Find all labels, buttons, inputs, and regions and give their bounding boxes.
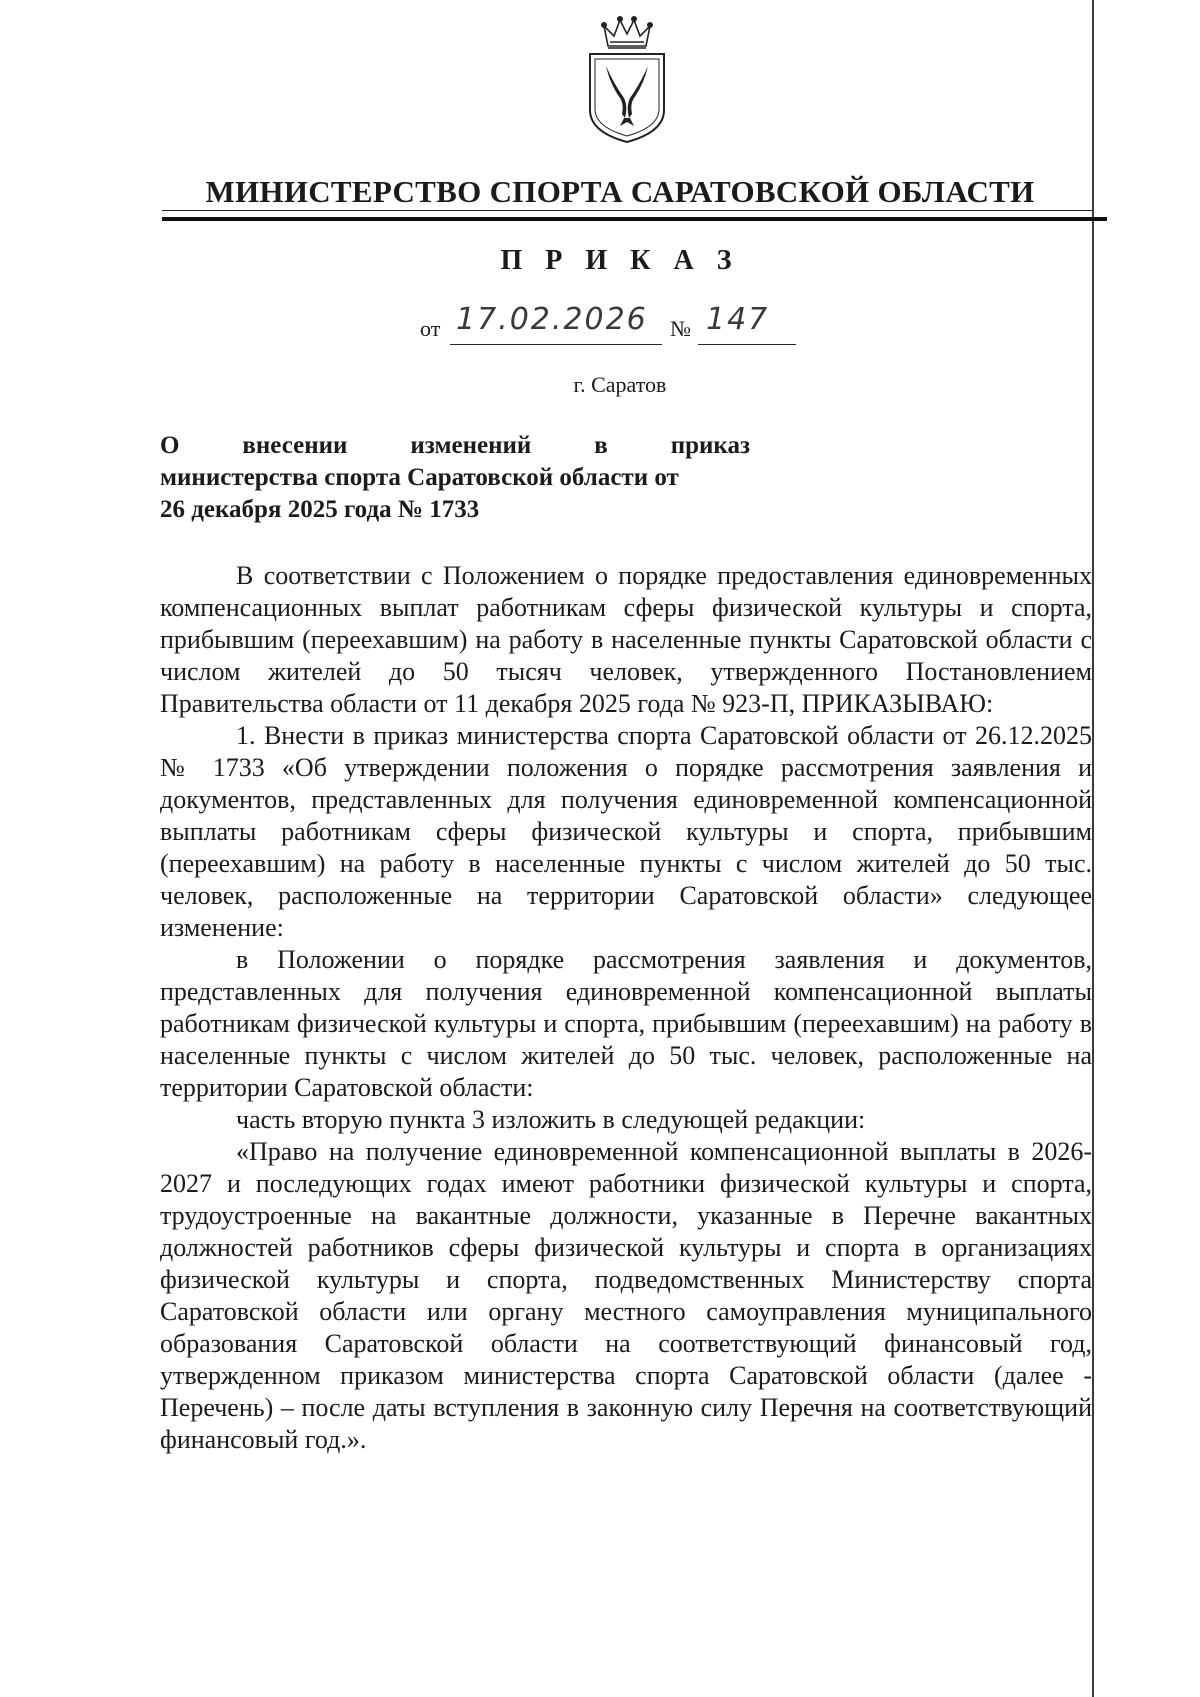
number-underline [698, 344, 796, 345]
order-body [160, 560, 1092, 1456]
paragraph-quoted-text: «Право на получение единовременной компенсационной выплаты в 2026- 2027 и последующих годах имеют работники физической культуры и спорта, трудоустроенные на вакантные должности, указанные в Перечне вакантных должностей работников сферы физической культуры и спорта в организациях физической культуры и спорта, подведомственных Министерству спорта Саратовской области или органу местного самоуправления муниципального образования Саратовской области на соответствующий финансовый год, утвержденном приказом министерства спорта Саратовской области (далее - Перечень) – после даты вступления в законную силу Перечня на соответствующий финансовый год.». [160, 1137, 1092, 1454]
paragraph-item-1: 1. Внести в приказ министерства спорта Саратовской области от 26.12.2025 № 1733 «Об утверждении положения о порядке рассмотрения заявления и документов, представленных для получения единовременной компенсационной выплаты работникам сферы физической культуры и спорта, прибывшим (переехавшим) на работу в населенные пункты с числом жителей до 50 тыс. человек, расположенные на территории Саратовской области» следующее изменение: [160, 721, 1092, 942]
city-label: г. Саратов [573, 372, 667, 397]
date-underline [450, 344, 662, 345]
order-subject [160, 430, 750, 526]
paragraph-preamble: В соответствии с Положением о порядке предоставления единовременных компенсационных выплат работникам сферы физической культуры и спорта, прибывшим (переехавшим) на работу в населенные пункты Саратовской области с числом жителей до 50 тысяч человек, утвержденного Постановлением Правительства области от 11 декабря 2025 года № 923-П, ПРИКАЗЫВАЮ: [160, 561, 1092, 718]
handwritten-number: 147 [706, 302, 770, 337]
order-title: П Р И К А З [500, 245, 740, 276]
ministry-title: МИНИСТЕРСТВО СПОРТА САРАТОВСКОЙ ОБЛАСТИ [205, 174, 1035, 209]
paragraph-part-two: часть вторую пункта 3 изложить в следующей редакции: [236, 1105, 866, 1134]
subject-line-2: министерства спорта Саратовской области от [160, 464, 679, 491]
paragraph-regulation: в Положении о порядке рассмотрения заявления и документов, представленных для получения единовременной компенсационной выплаты работникам физической культуры и спорта, прибывшим (переехавшим) на работу в населенные пункты с числом жителей до 50 тыс. человек, расположенные на территории Саратовской области: [160, 945, 1092, 1102]
subject-line-1: О внесении изменений в приказ [160, 432, 750, 459]
subject-line-3: 26 декабря 2025 года № 1733 [160, 496, 480, 523]
header-divider-thick [162, 217, 1107, 221]
header-divider-thin [162, 210, 1092, 211]
saratov-coat-of-arms-icon [584, 14, 670, 144]
number-prefix: № [670, 316, 691, 341]
handwritten-date: 17.02.2026 [456, 302, 648, 337]
date-prefix: от [420, 316, 441, 341]
scan-edge-line [1092, 0, 1094, 1697]
